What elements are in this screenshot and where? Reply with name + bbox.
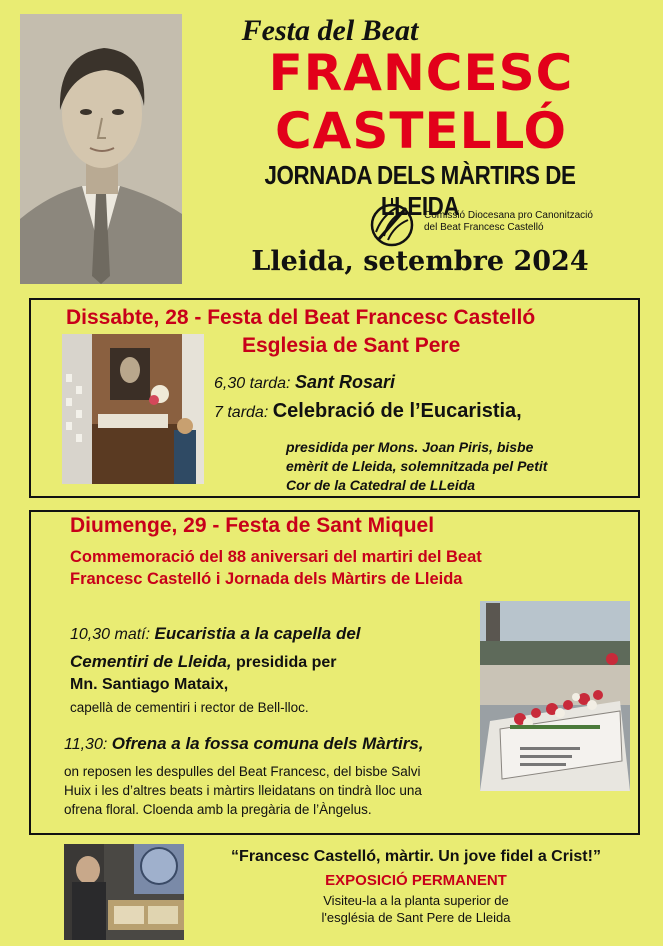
eucharist-time: 7 tarda: <box>214 404 269 421</box>
exhibition-line-2: l'església de Sant Pere de Lleida <box>321 910 511 925</box>
eucharist-event: Celebració de l’Eucaristia, <box>272 400 522 422</box>
portrait-photo <box>20 14 182 284</box>
saturday-place: Esglesia de Sant Pere <box>242 334 461 357</box>
offering-time: 11,30: <box>64 736 108 753</box>
mass-celebrant-role: capellà de cementiri i rector de Bell-lloc. <box>70 700 309 715</box>
mass-event-a: Eucaristia a la capella del <box>154 624 361 643</box>
sunday-title: Diumenge, 29 - Festa de Sant Miquel <box>70 514 435 537</box>
sunday-mass-line-2 <box>70 652 470 672</box>
title-name-last: CASTELLÓ <box>274 102 568 160</box>
saturday-desc-line-2: emèrit de Lleida, solemnitzada pel Petit <box>286 458 548 474</box>
saturday-item-eucharist <box>214 400 634 423</box>
saturday-title: Dissabte, 28 - Festa del Beat Francesc Castelló <box>66 306 536 329</box>
common-grave-photo <box>480 601 630 791</box>
mass-presided: presidida per <box>236 654 337 671</box>
event-tagline: JORNADA DELS MÀRTIRS DE LLEIDA <box>264 160 576 221</box>
event-date: Lleida, setembre 2024 <box>251 246 589 277</box>
saturday-item-rosary <box>214 372 634 393</box>
sunday-mass-line-1 <box>70 624 470 644</box>
saturday-desc-line-3: Cor de la Catedral de LLeida <box>286 477 476 493</box>
offering-event: Ofrena a la fossa comuna dels Màrtirs, <box>111 734 424 753</box>
exhibition-line-1: Visiteu-la a la planta superior de <box>323 893 509 908</box>
mass-time: 10,30 matí: <box>70 626 151 643</box>
mass-event-b: Cementiri de Lleida, <box>70 652 232 671</box>
sunday-subtitle <box>70 546 610 590</box>
rosary-time: 6,30 tarda: <box>214 375 291 392</box>
offering-description <box>64 762 480 819</box>
sunday-sub-line-2: Francesc Castelló i Jornada dels Màrtirs de Lleida <box>70 570 463 588</box>
church-chapel-photo <box>62 334 204 484</box>
offering-desc-line-2: Huix i les d’altres beats i màrtirs lleidatans on tindrà lloc una <box>64 783 422 798</box>
rosary-event: Sant Rosari <box>294 372 395 392</box>
mass-celebrant: Mn. Santiago Mataix, <box>70 676 229 693</box>
commission-line-2: del Beat Francesc Castelló <box>424 222 544 233</box>
exhibition-quote: “Francesc Castelló, màrtir. Un jove fidel a Crist!” <box>231 848 601 865</box>
festival-subtitle: Festa del Beat <box>241 14 419 47</box>
exhibition-photo <box>64 844 184 940</box>
saturday-desc-line-1: presidida per Mons. Joan Piris, bisbe <box>286 439 534 455</box>
sunday-offering-line <box>64 734 484 754</box>
exhibition-title: EXPOSICIÓ PERMANENT <box>325 872 507 889</box>
commission-name <box>424 210 624 234</box>
saturday-description <box>286 438 626 495</box>
title-name-first: FRANCESC <box>268 44 574 102</box>
offering-desc-line-3: ofrena floral. Cloenda amb la pregària de l’Àngelus. <box>64 802 372 817</box>
sunday-sub-line-1: Commemoració del 88 aniversari del martiri del Beat <box>70 548 482 566</box>
offering-desc-line-1: on reposen les despulles del Beat Francesc, del bisbe Salvi <box>64 764 421 779</box>
commission-line-1: Comissió Diocesana pro Canonització <box>424 210 593 221</box>
